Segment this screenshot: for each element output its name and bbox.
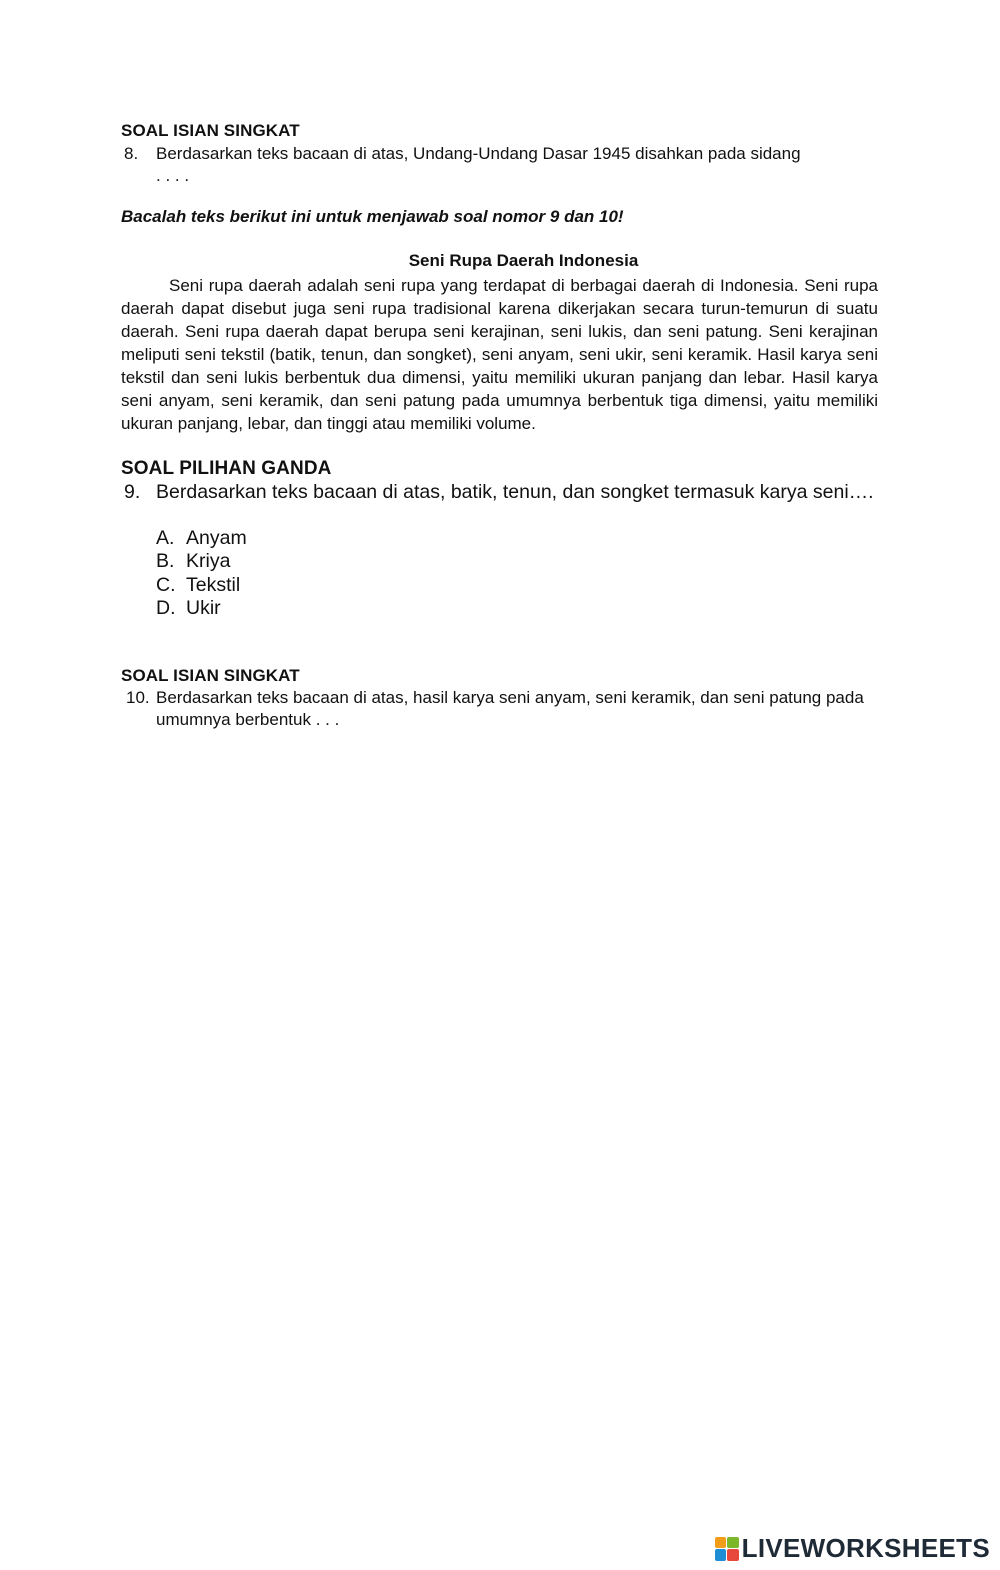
option-text: Anyam bbox=[186, 527, 247, 549]
reading-title: Seni Rupa Daerah Indonesia bbox=[408, 251, 639, 270]
option-letter: D. bbox=[156, 596, 176, 619]
section-heading-pilihan-ganda: SOAL PILIHAN GANDA bbox=[121, 458, 332, 479]
option-d[interactable] bbox=[156, 597, 247, 620]
option-c[interactable] bbox=[156, 574, 247, 597]
logo-text: LIVEWORKSHEETS bbox=[741, 1533, 990, 1563]
question-continuation: . . . . bbox=[156, 166, 190, 185]
question-text: Berdasarkan teks bacaan di atas, Undang-Undang Dasar 1945 disahkan pada sidang bbox=[156, 144, 801, 163]
option-a[interactable] bbox=[156, 527, 247, 550]
question-number: 8. bbox=[124, 144, 139, 163]
reading-paragraph: Seni rupa daerah adalah seni rupa yang terdapat di berbagai daerah di Indonesia. Seni rupa daerah dapat disebut juga seni rupa tradisional karena dikerjakan secara turun-temurun di suatu daerah. Seni rupa daerah dapat berupa seni kerajinan, seni lukis, dan seni patung. Seni kerajinan meliputi seni tekstil (batik, tenun, dan songket), seni anyam, seni ukir, seni keramik. Hasil karya seni tekstil dan seni lukis berbentuk dua dimensi, yaitu memiliki ukuran panjang dan lebar. Hasil karya seni anyam, seni keramik, dan seni patung pada umumnya berbentuk tiga dimensi, yaitu memiliki ukuran panjang, lebar, dan tinggi atau memiliki volume. bbox=[121, 276, 878, 433]
worksheet-page bbox=[121, 0, 878, 1570]
option-text: Ukir bbox=[186, 596, 221, 619]
answer-options bbox=[156, 527, 247, 620]
question-number: 9. bbox=[124, 481, 141, 503]
question-10 bbox=[121, 687, 878, 731]
reading-instruction: Bacalah teks berikut ini untuk menjawab soal nomor 9 dan 10! bbox=[121, 207, 624, 226]
question-8 bbox=[121, 143, 878, 187]
option-letter: C. bbox=[156, 573, 176, 596]
option-b[interactable] bbox=[156, 550, 247, 573]
option-text: Kriya bbox=[186, 550, 231, 573]
option-letter: A. bbox=[156, 527, 175, 549]
liveworksheets-logo-icon bbox=[715, 1537, 739, 1561]
option-letter: B. bbox=[156, 550, 175, 573]
section-heading-isian-1: SOAL ISIAN SINGKAT bbox=[121, 121, 300, 140]
option-text: Tekstil bbox=[186, 573, 241, 596]
question-9 bbox=[121, 480, 878, 504]
section-heading-isian-2: SOAL ISIAN SINGKAT bbox=[121, 666, 300, 685]
question-text: Berdasarkan teks bacaan di atas, hasil karya seni anyam, seni keramik, dan seni patung pada umumnya berbentuk . . . bbox=[156, 688, 864, 729]
question-text: Berdasarkan teks bacaan di atas, batik, tenun, dan songket termasuk karya seni…. bbox=[156, 481, 874, 503]
liveworksheets-logo bbox=[715, 1533, 990, 1564]
question-number: 10. bbox=[126, 688, 150, 707]
